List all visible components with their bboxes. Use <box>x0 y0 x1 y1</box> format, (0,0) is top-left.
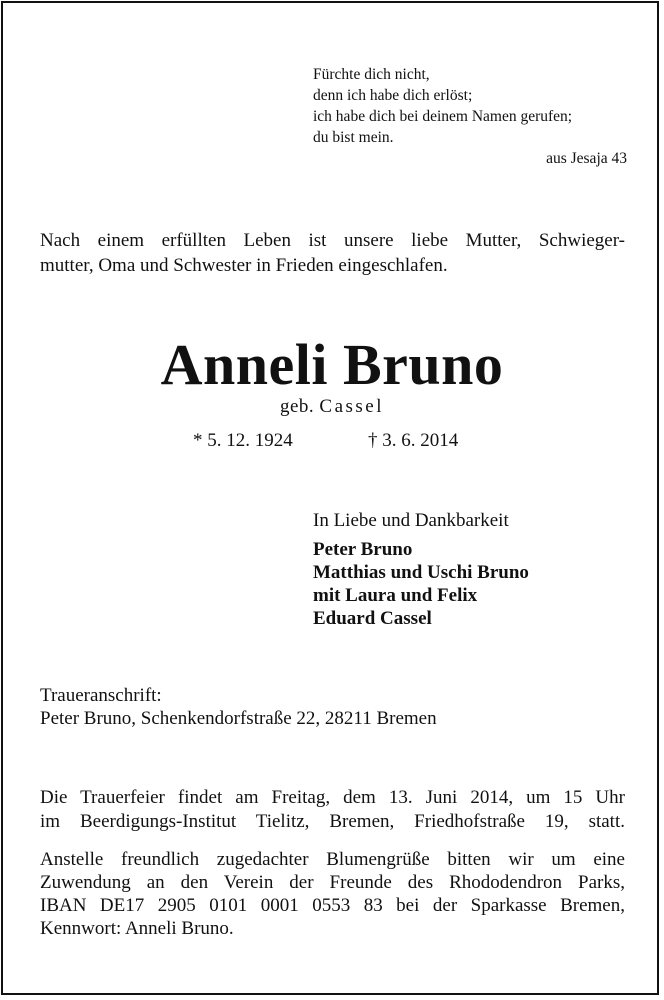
family-member: mit Laura und Felix <box>313 585 478 606</box>
family-signature <box>313 509 633 630</box>
donation-info <box>40 848 625 940</box>
verse-line: denn ich habe dich erlöst; <box>313 87 473 104</box>
birth-date: * 5. 12. 1924 <box>193 430 293 451</box>
maiden-prefix: geb. <box>279 396 315 417</box>
donation-line: Kennwort: Anneli Bruno. <box>40 918 234 939</box>
ceremony-line: im Beerdigungs-Institut Tielitz, Bremen, Friedhofstraße 19, statt. <box>40 811 625 832</box>
intro-line: mutter, Oma und Schwester in Frieden eingeschlafen. <box>40 255 448 276</box>
donation-line: Zuwendung an den Verein der Freunde des Rhododendron Parks, <box>40 872 625 893</box>
verse-line: Fürchte dich nicht, <box>313 66 430 83</box>
donation-line: Anstelle freundlich zugedachter Blumengrüße bitten wir um eine <box>40 849 625 870</box>
verse-line: du bist mein. <box>313 129 394 146</box>
deceased-name: Anneli Bruno <box>160 332 504 397</box>
verse-line: ich habe dich bei deinem Namen gerufen; <box>313 108 573 125</box>
intro-text <box>40 228 625 278</box>
bible-verse <box>313 64 643 148</box>
family-member: Matthias und Uschi Bruno <box>313 562 529 583</box>
maiden-surname: Cassel <box>319 396 385 417</box>
ceremony-line: Die Trauerfeier findet am Freitag, dem 13. Juni 2014, um 15 Uhr <box>40 787 625 808</box>
donation-line: IBAN DE17 2905 0101 0001 0553 83 bei der Sparkasse Bremen, <box>40 895 625 916</box>
address-text: Peter Bruno, Schenkendorfstraße 22, 28211 Bremen <box>40 708 437 729</box>
intro-line: Nach einem erfüllten Leben ist unsere liebe Mutter, Schwieger- <box>40 230 625 251</box>
verse-source: aus Jesaja 43 <box>546 150 627 167</box>
family-member: Eduard Cassel <box>313 608 432 629</box>
mourning-address <box>40 684 625 730</box>
ceremony-info <box>40 786 625 834</box>
maiden-name <box>0 396 664 418</box>
address-label: Traueranschrift: <box>40 685 162 706</box>
family-member: Peter Bruno <box>313 539 413 560</box>
family-lead: In Liebe und Dankbarkeit <box>313 510 509 531</box>
death-date: † 3. 6. 2014 <box>368 430 459 451</box>
